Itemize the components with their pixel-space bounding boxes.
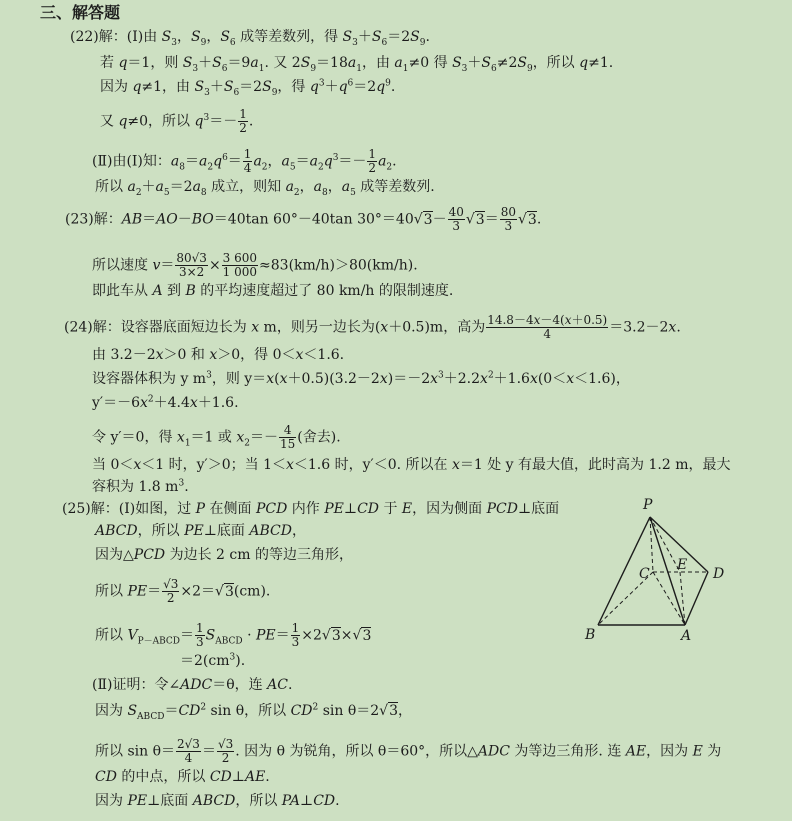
label-D: D [713, 566, 725, 582]
p25-line-1: (25)解：(Ⅰ)如图，过 P 在侧面 PCD 内作 PE⊥CD 于 E，因为侧面 PCD⊥底面 [62, 501, 560, 517]
p23-line-2: 所以速度 v＝ $\frac{80√3}{3\times 2}$ × $\frac{3 600}{1 000}$ ≈83(km/h)＞80(km/h). [92, 251, 418, 279]
pyramid-figure [565, 492, 790, 652]
p22-line-4: 又 q≠0，所以 $q^3=-$ $\frac{1}{2}$ . [100, 107, 254, 135]
p24-line-7: 容积为 1.8 $m^3$. [92, 478, 189, 495]
p22-line-2: 若 q＝1，则 $S_3+S_6=9a_1$. 又 $2S_9=18a_1$，由 $a_1\ne 0$ 得 $S_3+S_6\ne 2S_9$，所以 q≠1. [100, 55, 614, 74]
label-B: B [585, 627, 596, 643]
p25-line-10: CD 的中点，所以 CD⊥AE. [95, 769, 270, 785]
p24-line-3: 设容器体积为 y $m^3$，则 $y=x(x+0.5)(3.2-2x)=-2x^3+2.2x^2+1.6x(0<x<1.6)$， [92, 370, 630, 387]
pyramid-diagram [565, 492, 790, 652]
p24-line-4: $y'=-6x^2+4.4x+1.6$. [92, 394, 239, 411]
p25-line-6: $=2(cm^3)$. [180, 652, 246, 669]
label-A: A [681, 628, 692, 644]
p25-line-5: 所以 $V_{P-ABCD}=$ $\frac{1}{3}$ $S_{ABCD} \cdot PE=$ $\frac{1}{3}$ ×2√3×√3 [95, 621, 372, 649]
p24-line-6: 当 0＜x＜1 时，y′＞0；当 1＜x＜1.6 时，y′＜0. 所以在 x＝1 处 y 有最大值，此时高为 1.2 m，最大 [92, 457, 731, 473]
p25-line-7: (Ⅱ)证明：令∠ADC＝θ，连 AC. [92, 677, 293, 693]
p22-line-1: (22)解：(Ⅰ)由 $S_3$，$S_9$，$S_6$ 成等差数列，得 $S_3+S_6=2S_9$. [70, 29, 430, 48]
label-P: P [643, 497, 653, 513]
section-title: 三、解答题 [40, 3, 121, 22]
p25-line-3: 因为△PCD 为边长 2 cm 的等边三角形， [95, 547, 353, 563]
p22-line-3: 因为 q≠1，由 $S_3+S_6=2S_9$，得 $q^3+q^6=2q^9$. [100, 78, 396, 98]
p25-line-4: 所以 PE＝ $\frac{√3}{2}$ ×2＝√3(cm). [95, 577, 271, 605]
p22-line-6: 所以 $a_2+a_5=2a_8$ 成立，则知 $a_2$，$a_8$，$a_5$ 成等差数列. [95, 179, 435, 198]
p23-line-1: (23)解：AB＝AO－BO＝40tan 60°－40tan 30°＝40√3－ $\frac{40}{3}$ √3＝ $\frac{80}{3}$ √3. [65, 205, 542, 233]
label-C: C [639, 566, 650, 582]
p22-line-5: (Ⅱ)由(Ⅰ)知：$a_8=a_2q^6=$ $\frac{1}{4}$ $a_2$，$a_5=a_2q^3=-$ $\frac{1}{2}$ $a_2$. [92, 147, 397, 175]
label-E: E [677, 557, 688, 573]
p25-line-9: 所以 sin θ＝ $\frac{2√3}{4}$ ＝ $\frac{√3}{2}$ . 因为 θ 为锐角，所以 θ＝60°，所以△ADC 为等边三角形. 连 AE，因为 E 为 [95, 737, 722, 765]
p23-line-3: 即此车从 A 到 B 的平均速度超过了 80 km/h 的限制速度. [92, 283, 454, 299]
p25-line-2: ABCD，所以 PE⊥底面 ABCD， [95, 523, 306, 539]
p24-line-1: (24)解：设容器底面短边长为 x m，则另一边长为(x＋0.5)m，高为 $\frac{14.8-4x-4(x+0.5)}{4}$ ＝3.2－2x. [64, 313, 681, 341]
p24-line-5: 令 y′＝0，得 $x_1=1$ 或 $x_2=-$ $\frac{4}{15}$ (舍去). [92, 423, 341, 451]
p25-line-11: 因为 PE⊥底面 ABCD，所以 PA⊥CD. [95, 793, 340, 809]
p25-line-8: 因为 $S_{ABCD}=CD^2$ sin θ，所以 $CD^2$ sin θ＝2√3， [95, 702, 413, 722]
p24-line-2: 由 3.2－2x＞0 和 x＞0，得 0＜x＜1.6. [92, 347, 345, 363]
